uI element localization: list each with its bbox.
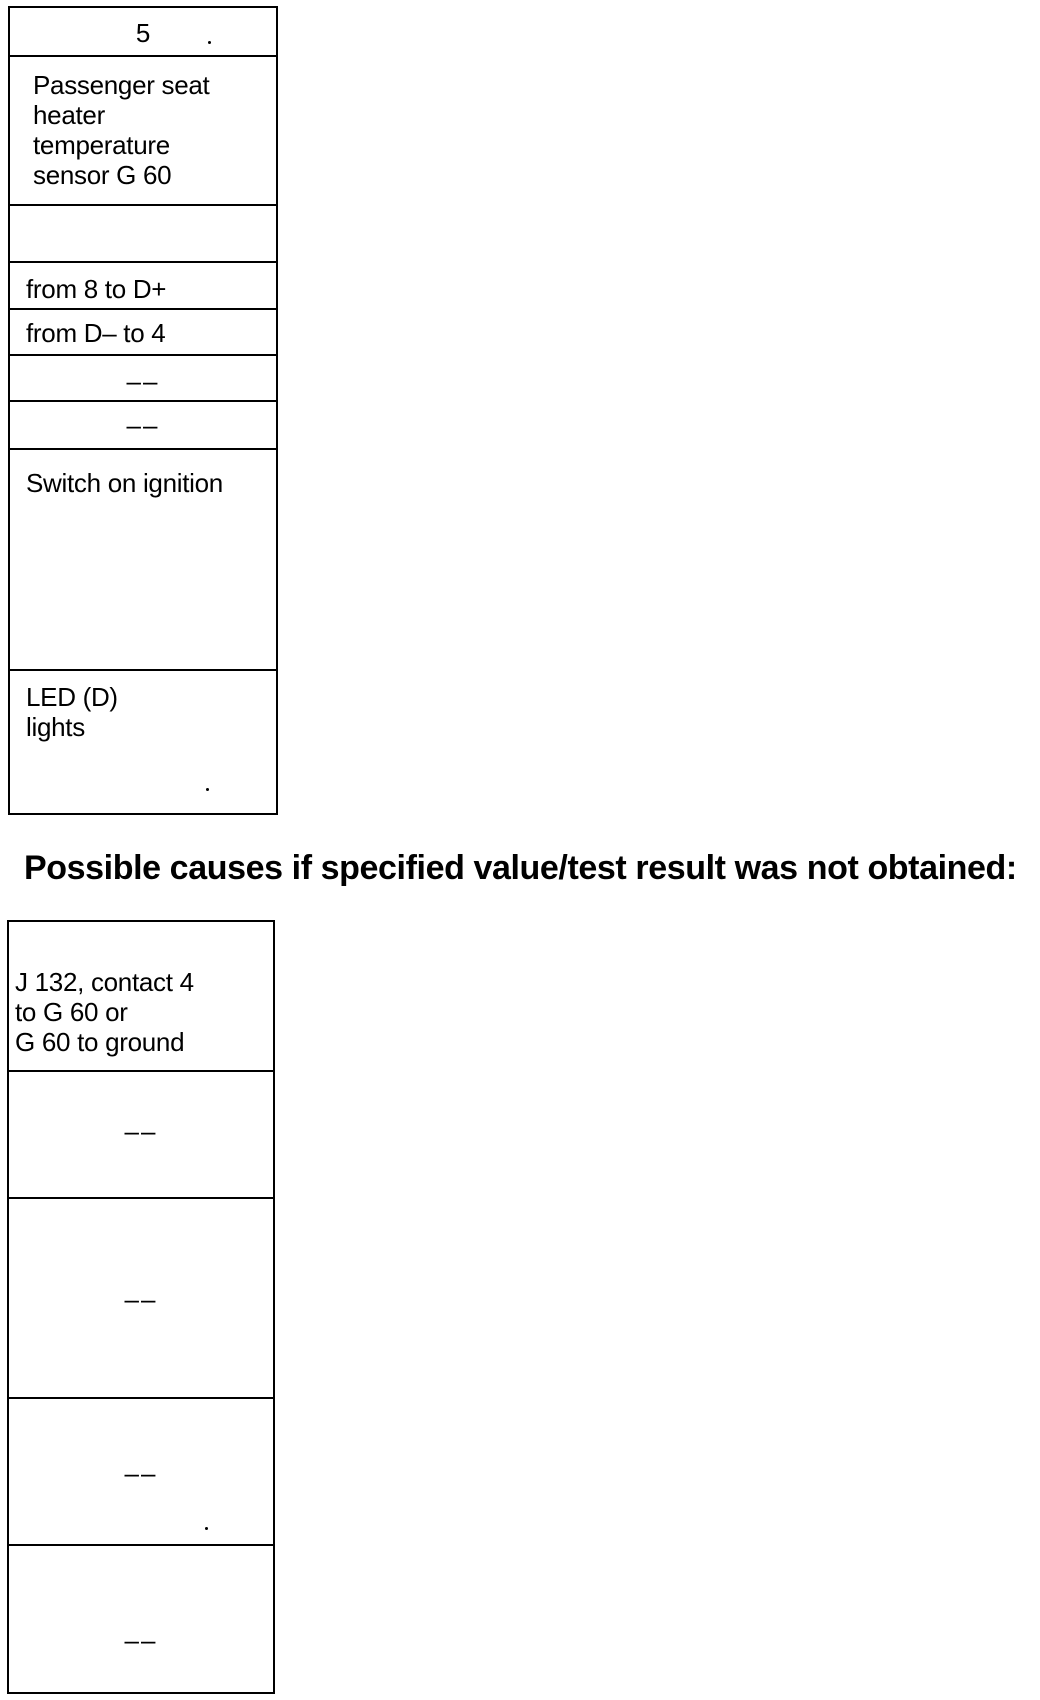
divider (8, 400, 278, 402)
possible-causes-heading: Possible causes if specified value/test result was not obtained: (24, 849, 1017, 887)
test-condition: Switch on ignition (26, 468, 223, 498)
component-name: Passenger seat heater temperature sensor G 60 (33, 70, 210, 190)
possible-causes-table (7, 920, 275, 1694)
cause-cell: J 132, contact 4 to G 60 or G 60 to ground (15, 967, 194, 1057)
print-speck (208, 41, 211, 44)
divider (8, 55, 278, 57)
step-number: 5 (135, 18, 151, 48)
nominal-value-dash: –– (126, 366, 160, 396)
divider (8, 204, 278, 206)
divider (7, 1397, 275, 1399)
divider (8, 261, 278, 263)
print-speck (205, 1527, 208, 1530)
divider (8, 354, 278, 356)
print-speck (206, 788, 209, 791)
cause-dash: –– (124, 1625, 158, 1655)
expected-result: LED (D) lights (26, 682, 118, 742)
blank-cell (10, 208, 276, 258)
terminal-range-1: from 8 to D+ (26, 274, 167, 304)
cause-dash: –– (124, 1284, 158, 1314)
divider (7, 1544, 275, 1546)
cause-dash: –– (124, 1458, 158, 1488)
cause-dash: –– (124, 1116, 158, 1146)
terminal-range-2: from D– to 4 (26, 318, 166, 348)
test-step-table (8, 6, 278, 815)
divider (8, 669, 278, 671)
divider (8, 448, 278, 450)
unit-dash: –– (126, 410, 160, 440)
divider (7, 1070, 275, 1072)
divider (8, 308, 278, 310)
divider (7, 1197, 275, 1199)
